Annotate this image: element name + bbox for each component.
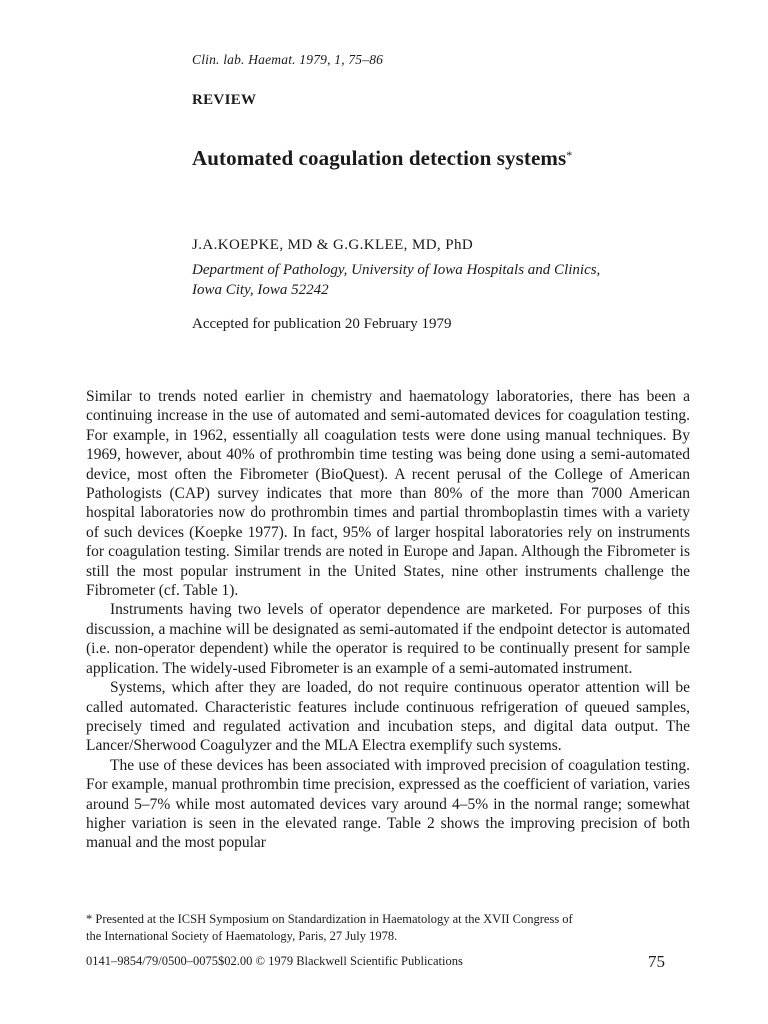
affiliation: [192, 260, 600, 300]
article-title-text: Automated coagulation detection systems: [192, 146, 567, 170]
issn-copyright-line: 0141–9854/79/0500–0075$02.00 © 1979 Blackwell Scientific Publications: [86, 954, 463, 968]
article-body: [86, 387, 690, 853]
body-paragraph-1: Similar to trends noted earlier in chemistry and haematology laboratories, there has been a continuing increase in the use of automated and semi-automated devices for coagulation testing. For example, in 1962, essentially all coagulation tests were done using manual techniques. By 1969, however, about 40% of prothrombin time testing was being done using a semi-automated device, most often the Fibrometer (BioQuest). A recent perusal of the College of American Pathologists (CAP) survey indicates that more than 80% of the more than 7000 American hospital laboratories now do prothrombin times and partial thromboplastin times with a variety of such devices (Koepke 1977). In fact, 95% of larger hospital laboratories rely on instruments for coagulation testing. Similar trends are noted in Europe and Japan. Although the Fibrometer is still the most popular instrument in the United States, nine other instruments challenge the Fibrometer (cf. Table 1).: [86, 388, 690, 600]
title-footnote-marker: *: [566, 148, 573, 162]
journal-citation: Clin. lab. Haemat. 1979, 1, 75–86: [192, 52, 384, 67]
accepted-date: Accepted for publication 20 February 1979: [192, 316, 452, 332]
body-paragraph-2: Instruments having two levels of operator dependence are marketed. For purposes of this discussion, a machine will be designated as semi-automated if the endpoint detector is automated (i.e. non-operator dependent) while the operator is required to be continually present for sample application. The widely-used Fibrometer is an example of a semi-automated instrument.: [86, 601, 690, 677]
affiliation-line-2: Iowa City, Iowa 52242: [192, 282, 329, 298]
section-label: REVIEW: [192, 92, 257, 108]
article-title: [192, 146, 572, 171]
footnote-line-1: * Presented at the ICSH Symposium on Standardization in Haematology at the XVII Congress of: [86, 912, 573, 926]
body-paragraph-4: The use of these devices has been associated with improved precision of coagulation testing. For example, manual prothrombin time precision, expressed as the coefficient of variation, varies around 5–7% while most automated devices vary around 4–5% in the normal range; somewhat higher variation is seen in the elevated range. Table 2 shows the improving precision of both manual and the most popular: [86, 756, 690, 852]
footnote-line-2: the International Society of Haematology, Paris, 27 July 1978.: [86, 929, 398, 943]
footnote: [86, 911, 696, 945]
page-number: 75: [648, 952, 665, 971]
body-paragraph-3: Systems, which after they are loaded, do not require continuous operator attention will be called automated. Characteristic features include continuous refrigeration of queued samples, precisely timed and regulated activation and incubation steps, and digital data output. The Lancer/Sherwood Coagulyzer and the MLA Electra exemplify such systems.: [86, 679, 690, 755]
affiliation-line-1: Department of Pathology, University of Iowa Hospitals and Clinics,: [192, 262, 601, 278]
author-line: J.A.KOEPKE, MD & G.G.KLEE, MD, PhD: [192, 237, 474, 253]
